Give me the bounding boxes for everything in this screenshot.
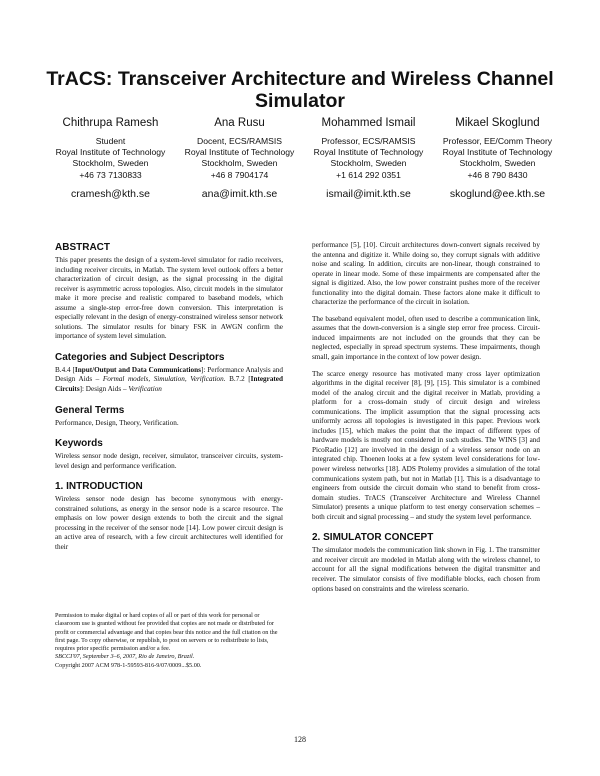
category-subject: Formal models, Simulation, Verification. [102,375,226,384]
author-role: Professor, ECS/RAMSIS [321,136,416,146]
author-email[interactable]: skoglund@ee.kth.se [449,187,546,200]
conference-line [55,653,283,661]
author-location: Stockholm, Sweden [330,158,407,169]
left-column [55,242,283,552]
copyright-line: Copyright 2007 ACM 978-1-59593-816-9/07/0009...$5.00. [55,661,202,669]
category-subject: Verification [128,385,162,394]
general-terms-heading: General Terms [55,404,125,416]
author-affiliation: Royal Institute of Technology [313,147,424,158]
right-column [312,241,540,594]
author-location: Stockholm, Sweden [459,158,536,169]
author-affiliation: Royal Institute of Technology [55,147,166,158]
copyright-notice [55,612,283,670]
abstract-text: This paper presents the design of a system-level simulator for radio receivers, including receiver circuits, in Matlab. The system level outlook offers a better characterization of circuit design, as the signal processing in the digital receiver is asymmetric across topologies. Also, circuit models in the simulator make it more precise and realistic compared to baseband models, which assume a single-step error-free down conversion. This interpretation is especially relevant in the design of energy-constrained wireless sensor network solutions. The simulator results for binary FSK in AWGN confirm the importance of system level simulation. [55,256,283,341]
author-phone: +1 614 292 0351 [336,169,401,180]
paper-title: TrACS: Transceiver Architecture and Wireless Channel Simulator [46,68,554,112]
author-location: Stockholm, Sweden [72,158,149,169]
introduction-text: Wireless sensor node design has become synonymous with energy- constrained solutions, as energy in the sensor node is a scarce resource. The emphasis on low power design extends to both the circuit and the signal processing in the receiver of the sensor node [14]. Low power circuit design is an active area of research, with a few circuit architectures well identified for their [55,495,283,551]
author-location: Stockholm, Sweden [201,158,278,169]
category-desc: ]: Performance Analysis and Design Aids – [55,365,283,384]
body-paragraph: The scarce energy resource has motivated many cross layer optimization algorithms in the digital receiver [8], [9], [15]. This simulator is a combined model of the analog circuit and the digital receiver in Matlab, providing a platform for a cross-domain study of circuit design and wireless communications. The implicit assumption that the signal processing acts uniformly across all topologies is investigated in this paper. Previous work includes [15], which makes the point that the impact of different types of hardware models is mostly not considered in such studies. The WINS [3] and PicoRadio [12] are involved in the design of a wireless sensor node on an integrated chip. Thoenen looks at a few system level considerations for low-power wireless networks [18]. ADS Ptolemy provides a simulation of the total communications system path, but not in Matlab [1]. This is a disadvantage to engineers from outside the circuit domain who stand to benefit from cross-domain studies. TrACS (Transceiver Architecture and Wireless Channel Simulator) presents a unique platform to test energy conservation schemes – both circuit and signal processing – and study the system level performance. [312,369,540,521]
author-role: Student [95,136,126,146]
page-number: 128 [294,735,306,744]
author-affiliation: Royal Institute of Technology [442,147,553,158]
general-terms-text: Performance, Design, Theory, Verification. [55,418,179,427]
author-block [46,116,562,201]
category-code: B.4.4 [ [55,365,75,374]
author-phone: +46 8 790 8430 [467,169,528,180]
simulator-concept-heading: 2. SIMULATOR CONCEPT [312,532,434,544]
author-1 [46,116,175,201]
category-desc: ]: Design Aids – [79,385,129,394]
abstract-heading: ABSTRACT [55,242,110,253]
author-4 [433,116,562,201]
author-email[interactable]: ismail@imit.kth.se [326,187,411,200]
body-paragraph: performance [5], [10]. Circuit architectures down-convert signals received by the antenna and digitize it. While doing so, they corrupt signals with additive noise and scaling. In addition, circuits are non-linear, though constrained to operate in linear mode. Some of these impairments are compensated after the signal is digitized. Also, the low power constraint pushes more of the receiver functionality into the digital domain. These factors alone make it difficult to characterize the performance of the circuit in isolation. [312,241,540,307]
author-name: Ana Rusu [214,117,265,129]
author-email[interactable]: ana@imit.kth.se [201,187,278,200]
keywords-heading: Keywords [55,438,103,450]
author-role: Docent, ECS/RAMSIS [196,136,282,146]
permission-text: Permission to make digital or hard copies of all or part of this work for personal or classroom use is granted without fee provided that copies are not made or distributed for profit or commercial advantage and that copies bear this notice and the full citation on the first page. To copy otherwise, or republish, to post on servers or to redistribute to lists, requires prior specific permission and/or a fee. [55,612,278,653]
body-paragraph: The simulator models the communication link shown in Fig. 1. The transmitter and receiver circuit are modeled in Matlab along with the wireless channel, to account for all the signal modifications between the digital transmitter and receiver. The simulator consists of five modifiable blocks, each chosen from options based on constraints and the wireless scenario. [312,546,540,593]
author-affiliation: Royal Institute of Technology [184,147,295,158]
author-phone: +46 8 7904174 [210,169,269,180]
categories-text [55,366,283,395]
category-code: B.7.2 [ [225,375,251,384]
keywords-text: Wireless sensor node design, receiver, simulator, transceiver circuits, system-level design and performance verification. [55,452,283,470]
author-name: Mohammed Ismail [321,117,416,129]
categories-heading: Categories and Subject Descriptors [55,351,225,363]
category-name: Input/Output and Data Communications [74,365,201,374]
category-name: Integrated Circuits [55,375,283,394]
author-name: Mikael Skoglund [455,117,540,129]
introduction-heading: 1. INTRODUCTION [55,481,143,493]
author-2 [175,116,304,201]
author-email[interactable]: cramesh@kth.se [71,187,150,200]
author-phone: +46 73 7130833 [79,169,142,180]
body-paragraph: The baseband equivalent model, often used to describe a communication link, assumes that the down-conversion is a single step error free process. Circuit-induced impairments are not included on the grounds that they can be neglected, especially in spread spectrum systems. These impairments, though small, gain importance in the context of low power design. [312,314,540,362]
conference-name: SBCCI'07, September 3–6, 2007, Rio de Janeiro, Brazil. [55,653,195,661]
author-3 [304,116,433,201]
author-name: Chithrupa Ramesh [62,117,159,129]
author-role: Professor, EE/Comm Theory [442,136,553,146]
